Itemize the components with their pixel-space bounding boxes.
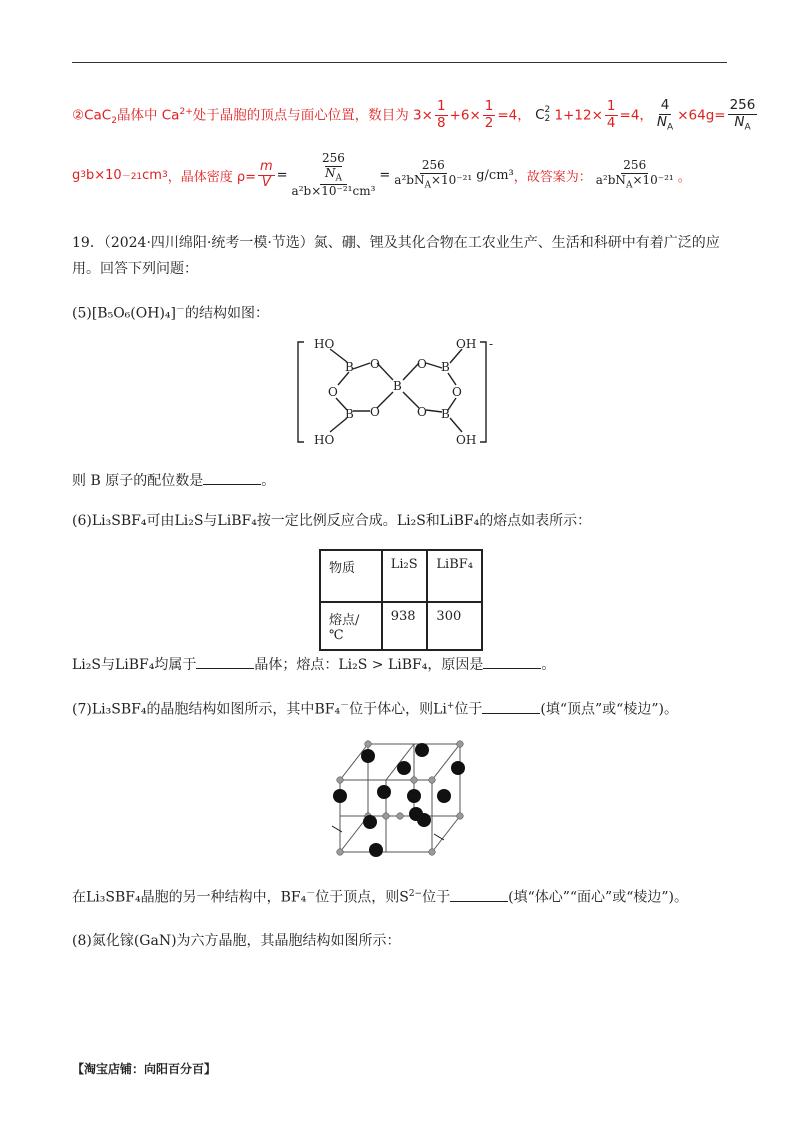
oxygen-atom: O: [370, 405, 380, 419]
sol-sup: 3: [161, 170, 168, 181]
answer-blank[interactable]: [483, 656, 541, 669]
q19-line-2: 用。回答下列问题：: [72, 261, 198, 277]
answer-blank[interactable]: [482, 701, 540, 714]
oxygen-atom: O: [328, 385, 338, 399]
boron-atom: B: [441, 360, 450, 374]
sol-text: b×10: [86, 167, 122, 183]
footer-shop: 【淘宝店铺：向阳百分百】: [72, 1062, 217, 1076]
crystal-cell-diagram: [320, 736, 480, 866]
answer-blank[interactable]: [450, 889, 508, 902]
sol-sub: 2: [111, 115, 117, 126]
table-row: [320, 602, 482, 650]
ho-top-left: HO: [314, 337, 335, 351]
p7-question: 在Li₃SBF₄晶胞的另一种结构中，BF₄－位于顶点，则$S^{2-}$位于 (填“体心”“面心”或“棱边”)。: [72, 889, 688, 906]
borate-formula: [B₅O₆(OH)₄]: [91, 305, 176, 322]
sol-eq: =: [379, 167, 391, 183]
melting-point-table: [319, 549, 483, 651]
table-header-cell: Li₂S: [382, 550, 428, 602]
charge-sign: -: [489, 337, 494, 351]
sol-sup: －21: [121, 171, 143, 182]
sol-text: 。: [677, 169, 691, 185]
oh-top-right: OH: [456, 337, 477, 351]
sol-text: ，故答案为：: [513, 169, 592, 185]
table-row: [320, 550, 482, 602]
sol-sup: 2+: [179, 106, 193, 117]
sol-text: 晶体中 Ca: [116, 107, 180, 124]
sol-text: =4，: [497, 107, 531, 124]
table-header-cell: 物质: [320, 550, 382, 602]
oh-bottom-right: OH: [456, 433, 477, 447]
left-bracket: [298, 342, 304, 442]
oxygen-atom: O: [417, 357, 427, 371]
fraction-256-na: $\frac{256}{N_A}$: [729, 97, 756, 133]
sol-text: cm: [142, 167, 162, 183]
table-cell: 熔点/℃: [320, 602, 382, 650]
oxygen-atom: O: [417, 405, 427, 419]
fraction-answer: $\frac{256}{a^2bN_A\times 10^{-21}}$: [595, 158, 674, 191]
fraction-1-2: $\frac{1}{2}$: [484, 98, 494, 131]
solution-line-1: [72, 98, 759, 133]
fraction-1-4: $\frac{1}{4}$: [606, 98, 616, 131]
right-bracket: [480, 342, 486, 442]
answer-blank[interactable]: [203, 472, 261, 485]
answer-blank[interactable]: [196, 656, 254, 669]
q19-line-1: 19．（2024·四川绵阳·统考一模·节选）氮、硼、锂及其化合物在工农业生产、生活和科研中有着广泛的应: [72, 235, 720, 251]
solution-line-2: [72, 152, 691, 198]
ho-bottom-left: HO: [314, 433, 335, 447]
p8-text: (8)氮化镓(GaN)为六方晶胞，其晶胞结构如图所示：: [72, 933, 401, 949]
sol-eq: =: [276, 167, 288, 183]
fraction-compound: 256 $N_A$ a²b×10⁻²¹cm³: [291, 151, 376, 198]
c2-2-ion: C 2 2: [535, 105, 551, 125]
sol-text: g: [72, 167, 81, 183]
sol-unit: g/cm³: [476, 167, 514, 183]
boron-atom: B: [393, 379, 402, 393]
p5-text: (5)[B₅O₆(OH)₄]－的结构如图：: [72, 305, 269, 322]
boron-atom: B: [441, 407, 450, 421]
sol-text: +6×: [449, 107, 481, 124]
sol-text: 处于晶胞的顶点与面心位置，数目为 3×: [192, 107, 433, 124]
sol-text: ，晶体密度 ρ=: [167, 169, 256, 185]
header-rule: [72, 62, 727, 63]
fraction-m-v: $\frac{m}{V}$: [259, 158, 273, 190]
table-header-cell: LiBF₄: [427, 550, 482, 602]
boron-atom: B: [345, 407, 354, 421]
sol-text: 1+12×: [554, 107, 603, 124]
p6-text: (6)Li₃SBF₄可由Li₂S与LiBF₄按一定比例反应合成。Li₂S和LiBF₄的熔点如表所示：: [72, 513, 592, 529]
p5-question: 则 B 原子的配位数是 。: [72, 473, 276, 489]
oxygen-atom: O: [370, 357, 380, 371]
sol-sup: 3: [80, 170, 86, 181]
p6-question: Li₂S与LiBF₄均属于 晶体；熔点：Li₂S > LiBF₄，原因是 。: [72, 657, 556, 673]
borate-structure-diagram: [290, 330, 520, 448]
fraction-4-na: $\frac{4}{N_A}$: [656, 97, 674, 133]
p7-text: (7)Li₃SBF₄的晶胞结构如图所示，其中BF₄－位于体心，则Li+位于 (填“顶点”或“棱边”)。: [72, 701, 678, 718]
sol-text: ②CaC: [72, 107, 112, 124]
oxygen-atom: O: [452, 385, 462, 399]
table-cell: 300: [427, 602, 482, 650]
boron-atom: B: [345, 360, 354, 374]
table-cell: 938: [382, 602, 428, 650]
sol-text: =4，: [619, 107, 653, 124]
fraction-1-8: $\frac{1}{8}$: [436, 98, 446, 131]
sol-text: ×64g=: [677, 107, 726, 124]
fraction-256-a2bna: $\frac{256}{a^2bN_A\times 10^{-21}}$: [394, 158, 473, 191]
